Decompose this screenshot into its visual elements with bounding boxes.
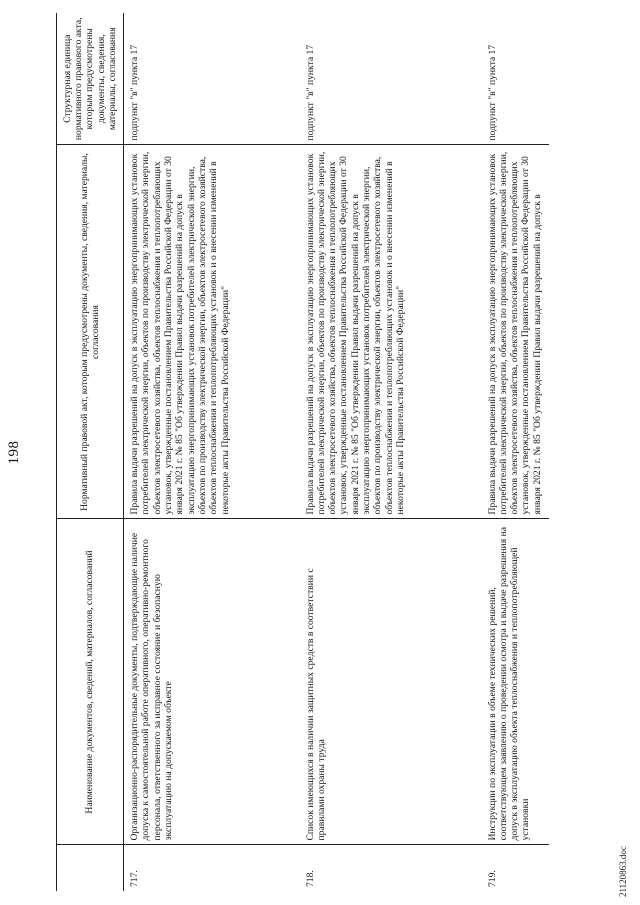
row-act: Правила выдачи разрешений на допуск в эксплуатацию энергопринимающих установок потребителей электрической энергии, объектов по производству электрической энергии, объектов электросетевого хозяйства, объектов теплоснабжения и теплопотребляющих установок, утвержденные постановлением Правительства Российской Федерации от 30 января 2021 г. № 85 "Об утверждении Правил выдачи разрешений на допуск в эксплуатацию энергопринимающих установок потребителей электрической энергии, объектов по производству электрической энергии, объектов электросетевого хозяйства, объектов теплоснабжения и теплопотребляющих установок и о внесении изменений в некоторые акты Правительства Российской Федерации" <box>300 145 482 519</box>
row-name: Организационно-распорядительные документы, подтверждающие наличие допуска к самостоятельной работе оперативного, оперативно-ремонтного персонала, ответственного за исправное состояние и безопасную эксплуатацию на допускаемом объекте <box>124 519 300 845</box>
table-row <box>124 13 300 891</box>
row-number: 719. <box>486 870 498 887</box>
row-act: Правила выдачи разрешений на допуск в эксплуатацию энергопринимающих установок потребителей электрической энергии, объектов по производству электрической энергии, объектов электросетевого хозяйства, объектов теплоснабжения и теплопотребляющих установок, утвержденные постановлением Правительства Российской Федерации от 30 января 2021 г. № 85 "Об утверждении Правил выдачи разрешений на допуск в <box>482 145 550 519</box>
table-row <box>482 13 550 891</box>
table-row <box>300 13 482 891</box>
header-num <box>57 845 124 891</box>
page-number: 198 <box>6 440 22 465</box>
file-name-footer: 21120863.doc <box>618 846 628 897</box>
documents-table <box>56 13 549 891</box>
row-name: Инструкции по эксплуатации в объеме технических решений, соответствующем заявлению о проведении осмотра и выдаче разрешения на допуск в эксплуатацию объекта теплоснабжения и теплопотребляющей установки <box>482 519 550 845</box>
header-act: Нормативный правовой акт, которым предусмотрены документы, сведения, материалы, согласования <box>57 145 124 519</box>
header-name: Наименование документов, сведений, материалов, согласований <box>57 519 124 845</box>
row-unit: подпункт "в" пункта 17 <box>482 13 550 145</box>
row-name: Список имеющихся в наличии защитных средств в соответствии с правилами охраны труда <box>300 519 482 845</box>
row-number: 718. <box>304 870 316 887</box>
row-act: Правила выдачи разрешений на допуск в эксплуатацию энергопринимающих установок потребителей электрической энергии, объектов по производству электрической энергии, объектов электросетевого хозяйства, объектов теплоснабжения и теплопотребляющих установок, утвержденные постановлением Правительства Российской Федерации от 30 января 2021 г. № 85 "Об утверждении Правил выдачи разрешений на допуск в эксплуатацию энергопринимающих установок потребителей электрической энергии, объектов по производству электрической энергии, объектов электросетевого хозяйства, объектов теплоснабжения и теплопотребляющих установок и о внесении изменений в некоторые акты Правительства Российской Федерации" <box>124 145 300 519</box>
header-unit: Структурная единица нормативного правового акта, которым предусмотрены документы, сведения, материалы, согласования <box>57 13 124 145</box>
row-number: 717. <box>129 870 140 887</box>
row-unit: подпункт "в" пункта 17 <box>124 13 300 145</box>
table-header-row <box>57 13 124 891</box>
row-unit: подпункт "в" пункта 17 <box>300 13 482 145</box>
